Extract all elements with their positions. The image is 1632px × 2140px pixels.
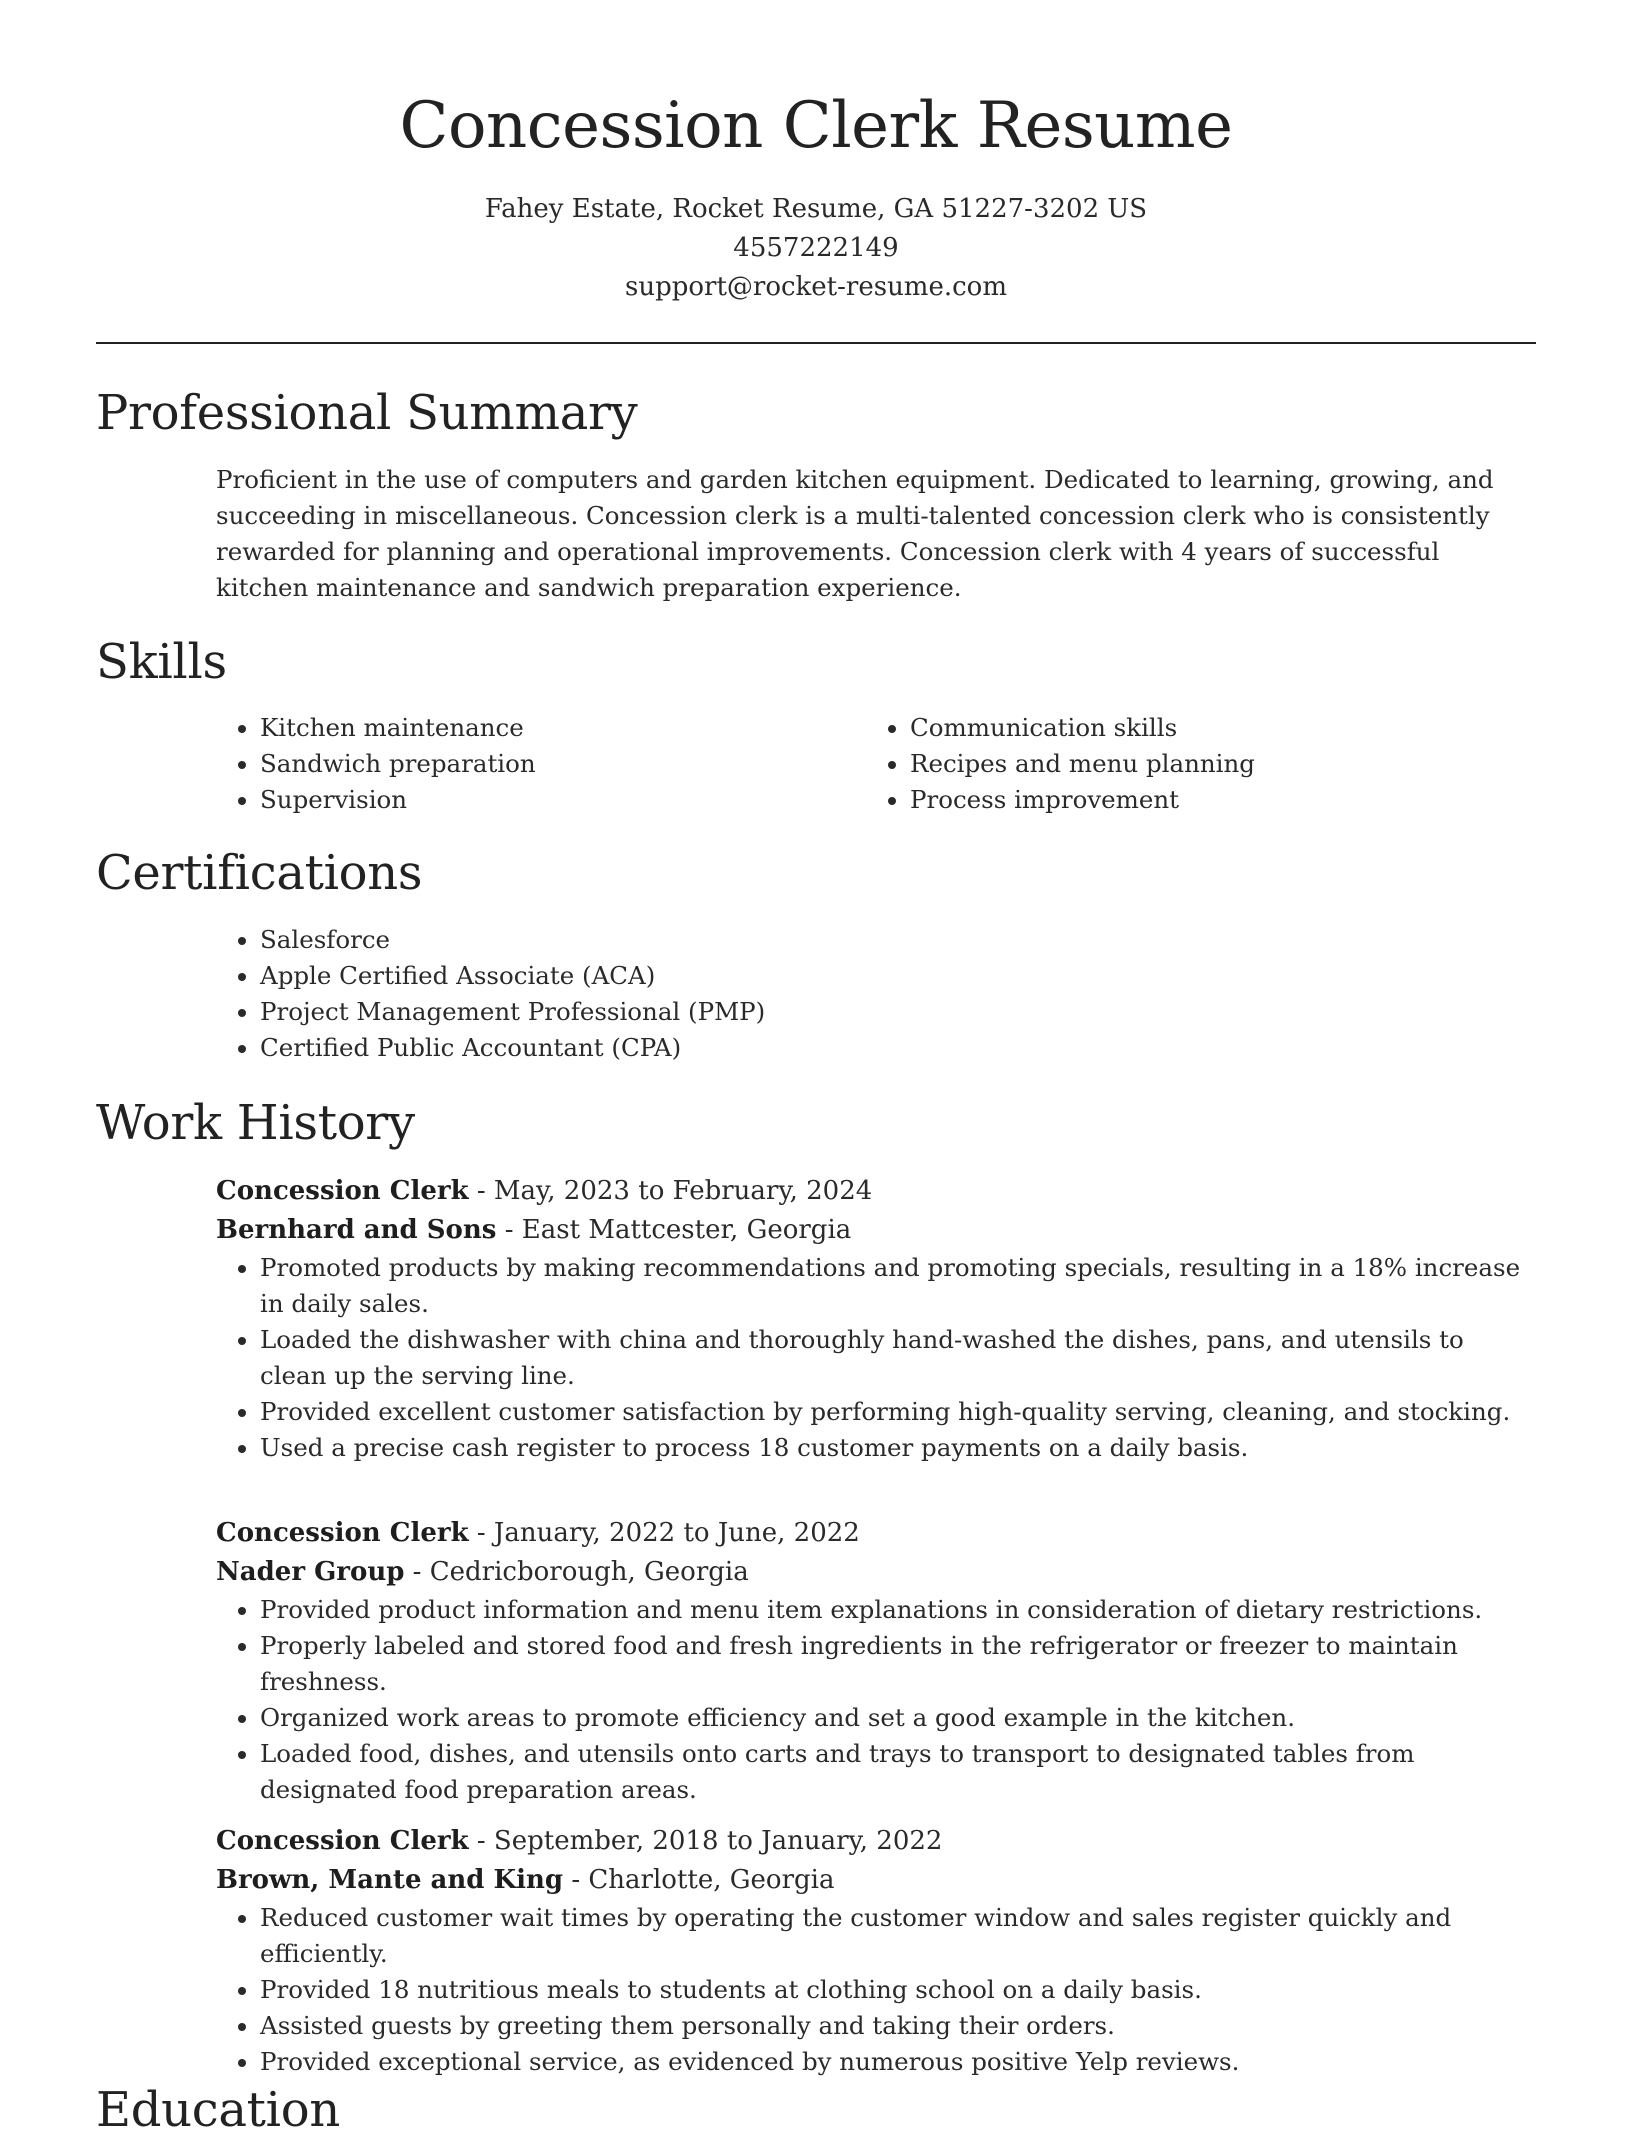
job-bullet: • Provided exceptional service, as evidenced by numerous positive Yelp reviews.	[260, 2044, 1536, 2080]
separator: -	[468, 1176, 494, 1206]
job-entry	[216, 1822, 1536, 2080]
job-title-line	[216, 1822, 1536, 1861]
certifications-heading: Certifications	[96, 845, 423, 901]
job-bullet: • Loaded food, dishes, and utensils onto carts and trays to transport to designated tables from designated food preparation areas.	[260, 1736, 1536, 1808]
job-title: Concession Clerk	[216, 1518, 469, 1548]
separator: -	[404, 1557, 430, 1587]
skill-item: • Kitchen maintenance	[260, 710, 836, 746]
skills-list-right	[866, 710, 1486, 818]
summary-heading: Professional Summary	[96, 385, 638, 441]
job-bullet: • Provided product information and menu item explanations in consideration of dietary restrictions.	[260, 1592, 1536, 1628]
job-entry	[216, 1514, 1536, 1808]
contact-address: Fahey Estate, Rocket Resume, GA 51227-3202 US	[484, 194, 1148, 224]
job-company: Bernhard and Sons	[216, 1215, 497, 1245]
job-bullet: • Assisted guests by greeting them personally and taking their orders.	[260, 2008, 1536, 2044]
job-company: Nader Group	[216, 1557, 405, 1587]
job-bullet: • Organized work areas to promote efficiency and set a good example in the kitchen.	[260, 1700, 1536, 1736]
job-location: Cedricborough, Georgia	[429, 1557, 749, 1587]
job-dates: September, 2018 to January, 2022	[493, 1826, 943, 1856]
job-bullet: • Loaded the dishwasher with china and thoroughly hand-washed the dishes, pans, and utensils to clean up the serving line.	[260, 1322, 1536, 1394]
contact-phone: 4557222149	[733, 233, 899, 263]
header-divider	[96, 342, 1536, 344]
skill-item: • Recipes and menu planning	[910, 746, 1486, 782]
separator: -	[563, 1865, 589, 1895]
job-title-line	[216, 1514, 1536, 1553]
education-heading: Education	[96, 2082, 340, 2138]
job-title: Concession Clerk	[216, 1176, 469, 1206]
job-dates: May, 2023 to February, 2024	[493, 1176, 873, 1206]
skill-item: • Sandwich preparation	[260, 746, 836, 782]
certification-item: • Salesforce	[260, 922, 1536, 958]
job-location: East Mattcester, Georgia	[521, 1215, 852, 1245]
job-company: Brown, Mante and King	[216, 1865, 564, 1895]
separator: -	[496, 1215, 522, 1245]
certification-item: • Certified Public Accountant (CPA)	[260, 1030, 1536, 1066]
skill-item: • Communication skills	[910, 710, 1486, 746]
job-location: Charlotte, Georgia	[588, 1865, 835, 1895]
resume-title: Concession Clerk Resume	[399, 89, 1233, 163]
job-company-line	[216, 1553, 1536, 1592]
job-entry	[216, 1172, 1536, 1466]
job-company-line	[216, 1211, 1536, 1250]
certification-item: • Apple Certified Associate (ACA)	[260, 958, 1536, 994]
skill-item: • Supervision	[260, 782, 836, 818]
job-company-line	[216, 1861, 1536, 1900]
contact-info	[96, 190, 1536, 307]
skill-item: • Process improvement	[910, 782, 1486, 818]
certification-item: • Project Management Professional (PMP)	[260, 994, 1536, 1030]
contact-email: support@rocket-resume.com	[624, 272, 1007, 302]
separator: -	[468, 1826, 494, 1856]
job-bullet: • Used a precise cash register to process 18 customer payments on a daily basis.	[260, 1430, 1536, 1466]
certifications-list	[216, 922, 1536, 1066]
summary-text: Proficient in the use of computers and garden kitchen equipment. Dedicated to learning, growing, and succeeding in miscellaneous. Concession clerk is a multi-talented concession clerk who is consistently rewarded for planning and operational improvements. Concession clerk with 4 years of successful kitchen maintenance and sandwich preparation experience.	[216, 465, 1494, 602]
work-history-heading: Work History	[96, 1095, 415, 1151]
job-bullet: • Provided excellent customer satisfaction by performing high-quality serving, cleaning, and stocking.	[260, 1394, 1536, 1430]
job-bullet: • Reduced customer wait times by operating the customer window and sales register quickly and efficiently.	[260, 1900, 1536, 1972]
job-title-line	[216, 1172, 1536, 1211]
job-dates: January, 2022 to June, 2022	[493, 1518, 860, 1548]
separator: -	[468, 1518, 494, 1548]
job-bullet: • Provided 18 nutritious meals to students at clothing school on a daily basis.	[260, 1972, 1536, 2008]
job-bullet: • Properly labeled and stored food and fresh ingredients in the refrigerator or freezer to maintain freshness.	[260, 1628, 1536, 1700]
skills-list-left	[216, 710, 836, 818]
job-bullet: • Promoted products by making recommendations and promoting specials, resulting in a 18% increase in daily sales.	[260, 1250, 1536, 1322]
job-title: Concession Clerk	[216, 1826, 469, 1856]
skills-heading: Skills	[96, 634, 227, 690]
